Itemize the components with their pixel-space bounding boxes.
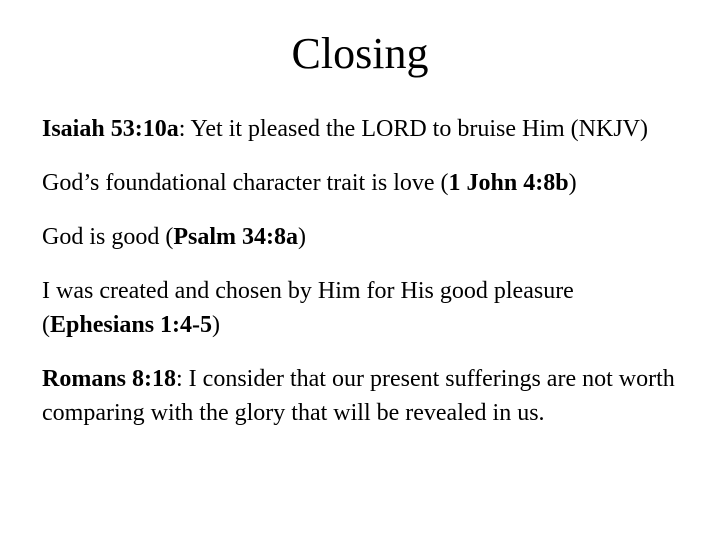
scripture-reference: Psalm 34:8a: [173, 224, 298, 250]
paragraph-love: [42, 166, 682, 200]
scripture-reference: Isaiah 53:10a: [42, 116, 179, 142]
paragraph-good: [42, 220, 682, 254]
scripture-reference: Ephesians 1:4-5: [50, 312, 213, 338]
paragraph-text: God is good (: [42, 224, 174, 250]
paragraph-text: ): [212, 312, 221, 338]
paragraph-text: God’s foundational character trait is love (: [42, 170, 449, 196]
slide-body: [42, 112, 682, 450]
paragraph-isaiah: [42, 112, 682, 146]
paragraph-text: : I consider that our present sufferings are not worth comparing with the glory that will be revealed in us.: [42, 366, 675, 426]
scripture-reference: 1 John 4:8b: [448, 170, 569, 196]
paragraph-romans: [42, 362, 682, 430]
paragraph-chosen: [42, 274, 682, 342]
paragraph-text: : Yet it pleased the LORD to bruise Him (NKJV): [178, 116, 648, 142]
scripture-reference: Romans 8:18: [42, 366, 177, 392]
paragraph-text: I was created and chosen by Him for His good pleasure (: [42, 278, 574, 338]
paragraph-text: ): [298, 224, 306, 250]
paragraph-text: ): [568, 170, 577, 196]
slide-title: Closing: [291, 29, 429, 78]
